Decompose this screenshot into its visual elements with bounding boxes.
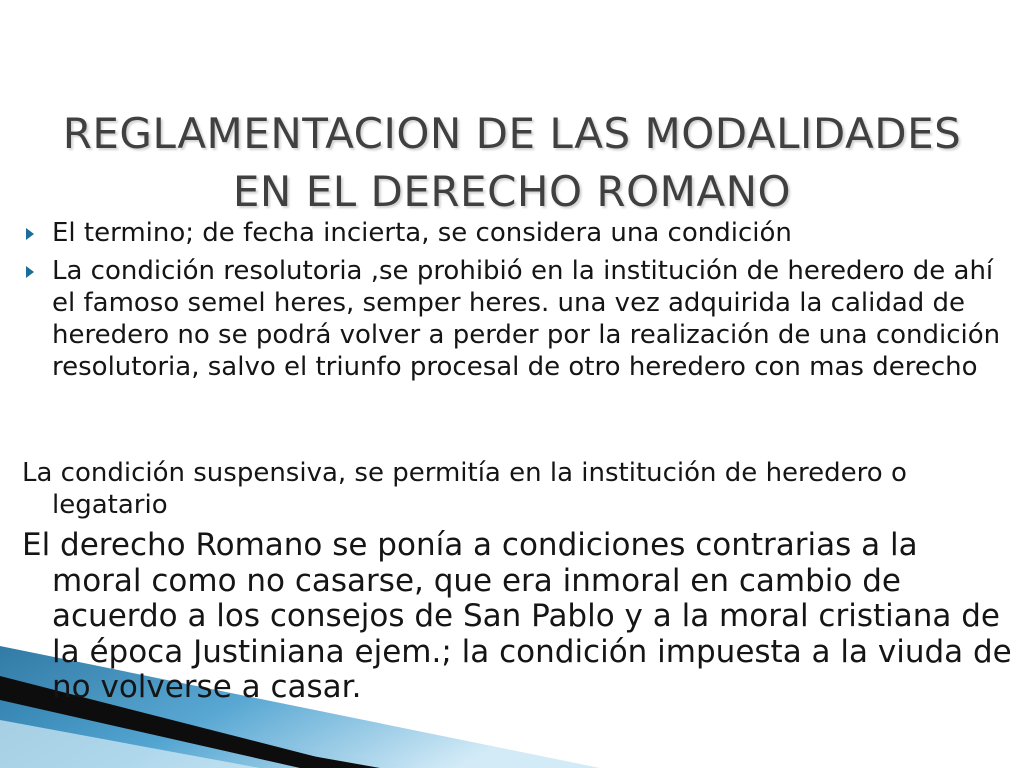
bullet-arrow-icon — [26, 228, 34, 240]
bullet-item: El termino; de fecha incierta, se considera una condición — [52, 218, 792, 248]
slide-title: REGLAMENTACION DE LAS MODALIDADES EN EL DERECHO ROMANO — [62, 109, 962, 216]
bullet-arrow-icon — [26, 266, 34, 278]
paragraph-suspensive: La condición suspensiva, se permitía en la institución de heredero o legatario — [22, 458, 907, 520]
bullet-item: La condición resolutoria ,se prohibió en la institución de heredero de ahí el famoso semel heres, semper heres. una vez adquirida la calidad de heredero no se podrá volver a perder por la realización de una condición resolutoria, salvo el triunfo procesal de otro heredero con mas derecho — [52, 256, 1001, 382]
paragraph-moral: El derecho Romano se ponía a condiciones contrarias a la moral como no casarse, que era inmoral en cambio de acuerdo a los consejos de San Pablo y a la moral cristiana de la época Justiniana ejem.; la condición impuesta a la viuda de no volverse a casar. — [22, 527, 1012, 705]
